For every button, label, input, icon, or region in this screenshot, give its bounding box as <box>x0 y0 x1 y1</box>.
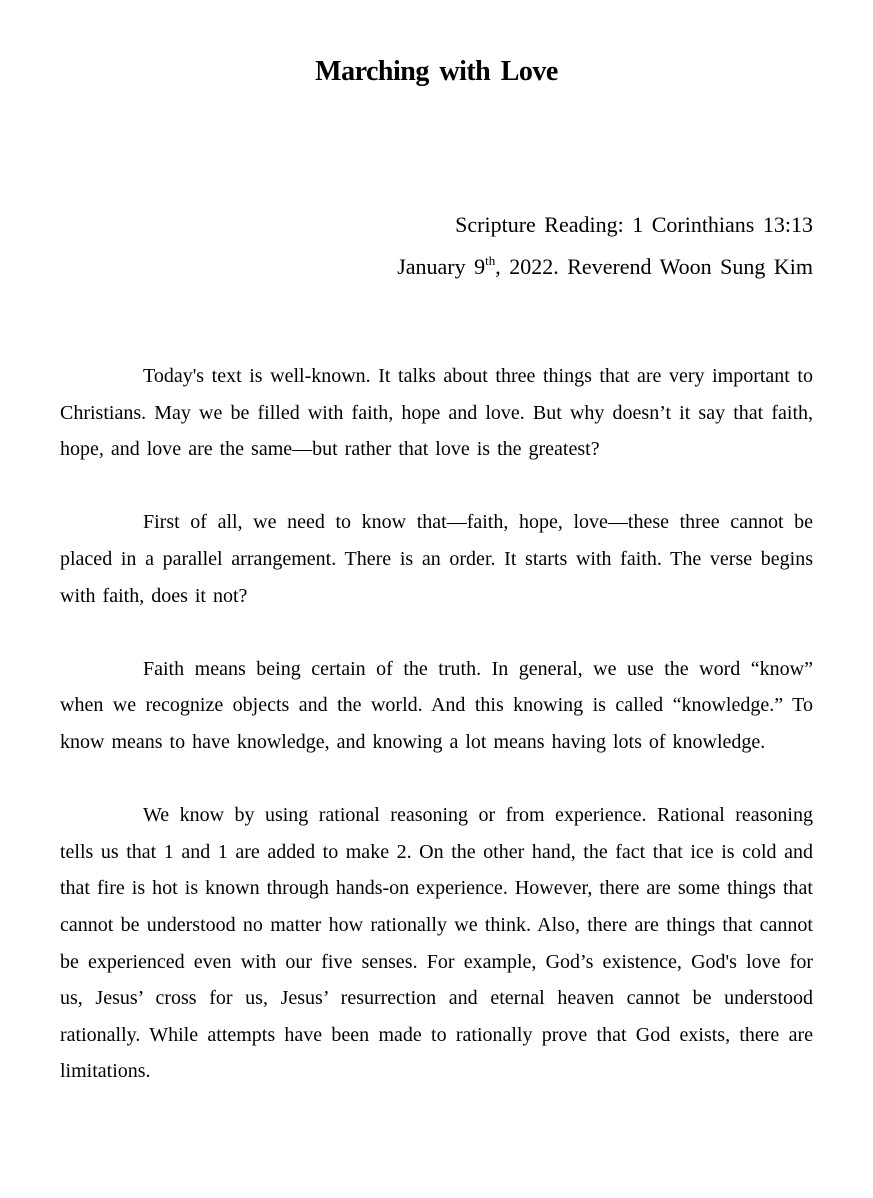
date-month-day: January 9 <box>397 254 486 279</box>
scripture-reading: Scripture Reading: 1 Corinthians 13:13 <box>455 212 813 237</box>
document-title: Marching with Love <box>315 56 558 87</box>
date-ordinal-suffix: th <box>485 253 496 268</box>
paragraph: Today's text is well-known. It talks about three things that are very important to Christians. May we be filled with faith, hope and love. But why doesn’t it say that faith, hope, and love are the same—but rather that love is the greatest? <box>60 365 813 461</box>
paragraph: First of all, we need to know that—faith, hope, love—these three cannot be placed in a parallel arrangement. There is an order. It starts with faith. The verse begins with faith, does it not? <box>60 511 813 607</box>
date-year-author: , 2022. Reverend Woon Sung Kim <box>495 254 813 279</box>
sermon-meta <box>397 204 813 288</box>
sermon-body <box>60 358 813 1126</box>
paragraph: We know by using rational reasoning or from experience. Rational reasoning tells us that 1 and 1 are added to make 2. On the other hand, the fact that ice is cold and that fire is hot is known through hands-on experience. However, there are some things that cannot be understood no matter how rationally we think. Also, there are things that cannot be experienced even with our five senses. For example, God’s existence, God's love for us, Jesus’ cross for us, Jesus’ resurrection and eternal heaven cannot be understood rationally. While attempts have been made to rationally prove that God exists, there are limitations. <box>60 804 813 1083</box>
paragraph: Faith means being certain of the truth. In general, we use the word “know” when we recognize objects and the world. And this knowing is called “knowledge.” To know means to have knowledge, and knowing a lot means having lots of knowledge. <box>60 657 813 753</box>
sermon-date-author <box>397 246 813 288</box>
